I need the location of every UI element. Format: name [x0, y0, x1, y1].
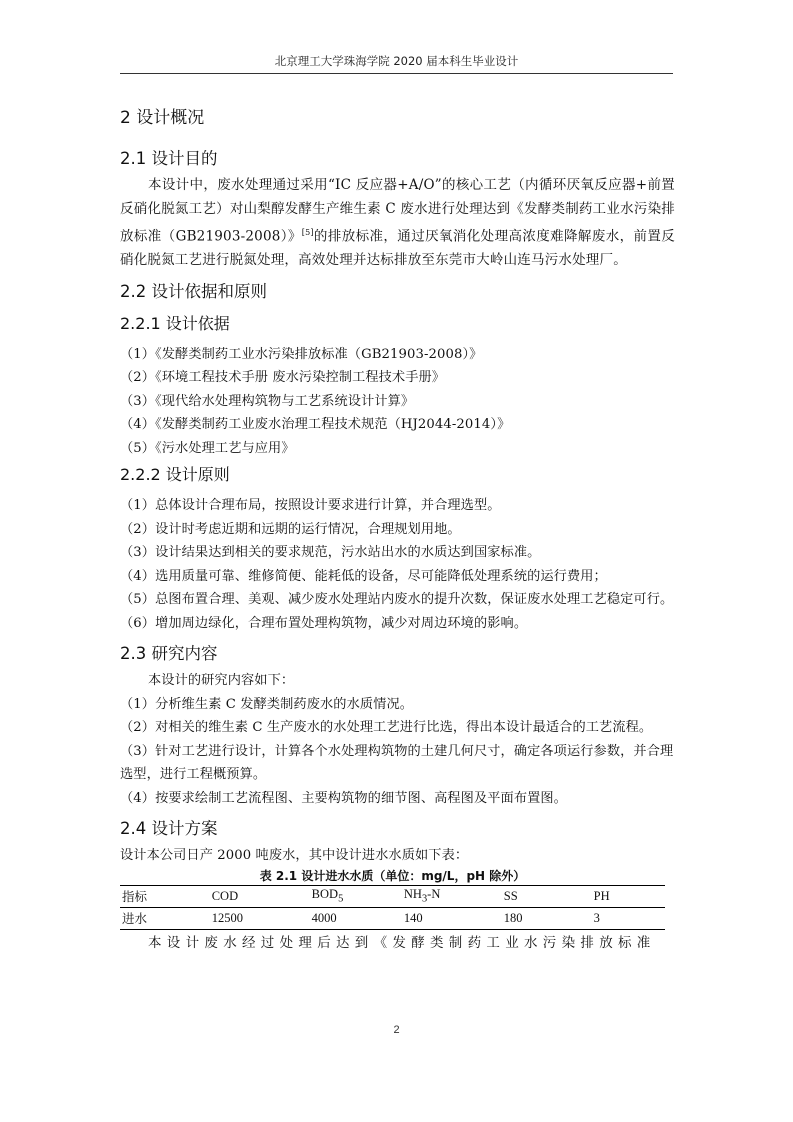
scheme-intro: 设计本公司日产 2000 吨废水，其中设计进水水质如下表： [120, 848, 469, 863]
page-content [120, 104, 675, 955]
research-item-2: （2）对相关的维生素 C 生产废水的水处理工艺进行比选，得出本设计最适合的工艺流程。 [120, 720, 653, 735]
page-header: 北京理工大学珠海学院 2020 届本科生毕业设计 [274, 54, 519, 68]
reference-marker: [5] [301, 228, 314, 237]
header-cell-nh3n [402, 885, 502, 907]
table-row [120, 907, 665, 929]
header-cell-indicator: 指标 [120, 885, 210, 907]
section-2-1-title: 2.1 设计目的 [120, 149, 218, 168]
nh-suffix: -N [427, 887, 441, 902]
cell-influent: 进水 [120, 907, 210, 929]
section-2-2-1-title: 2.2.1 设计依据 [120, 313, 230, 333]
research-item-4: （4）按要求绘制工艺流程图、主要构筑物的细节图、高程图及平面布置图。 [120, 790, 567, 806]
basis-item-1: （1）《发酵类制药工业水污染排放标准（GB21903-2008）》 [120, 346, 483, 362]
influent-quality-table [120, 885, 665, 930]
cell-ph: 3 [592, 907, 665, 929]
principle-item-2: （2）设计时考虑近期和远期的运行情况，合理规划用地。 [120, 521, 461, 537]
cell-nh3n: 140 [402, 907, 502, 929]
research-intro: 本设计的研究内容如下： [148, 673, 295, 688]
cell-cod: 12500 [210, 907, 310, 929]
research-item-3: （3）针对工艺进行设计，计算各个水处理构筑物的土建几何尺寸，确定各项运行参数，并合理选型，进行工程概预算。 [120, 743, 674, 782]
header-cell-ph: PH [592, 885, 665, 907]
basis-item-4: （4）《发酵类制药工业废水治理工程技术规范（HJ2044-2014）》 [120, 417, 511, 432]
header-cell-bod [310, 885, 402, 907]
section-2-1-paragraph [120, 174, 675, 273]
nh-subscript: 3 [421, 893, 428, 905]
section-2-title: 2 设计概况 [120, 108, 205, 128]
table-header-row [120, 885, 665, 907]
header-cell-cod: COD [210, 885, 310, 907]
principle-item-5: （5）总图布置合理、美观、减少废水处理站内废水的提升次数，保证废水处理工艺稳定可行。 [120, 592, 674, 607]
paragraph-text-b: 的排放标准，通过厌氧消化处理高浓度难降解废水，前置反硝化脱氮工艺进行脱氮处理，高效处理并达标排放至东莞市大岭山连马污水处理厂。 [120, 228, 676, 268]
basis-item-3: （3）《现代给水处理构筑物与工艺系统设计计算》 [120, 393, 415, 409]
principle-item-1: （1）总体设计合理布局，按照设计要求进行计算，并合理选型。 [120, 498, 501, 513]
nh-label: NH [403, 887, 422, 902]
section-2-3-title: 2.3 研究内容 [120, 644, 218, 663]
principle-item-4: （4）选用质量可靠、维修简便、能耗低的设备，尽可能降低处理系统的运行费用； [120, 568, 607, 584]
header-divider [120, 73, 673, 74]
section-2-4-title: 2.4 设计方案 [120, 819, 218, 838]
bod-subscript: 5 [338, 893, 344, 905]
principle-item-3: （3）设计结果达到相关的要求规范，污水站出水的水质达到国家标准。 [120, 545, 541, 560]
paragraph-text-a: 本设计中，废水处理通过采用“IC 反应器+A/O”的核心工艺（内循环厌氧反应器+前置反硝化脱氮工艺）对山梨醇发酵生产维生素 C 废水进行处理达到《发酵类制药工业水污染排放标准（GB21903-2008）》 [120, 177, 675, 245]
basis-item-2: （2）《环境工程技术手册 废水污染控制工程技术手册》 [120, 370, 446, 385]
principle-item-6: （6）增加周边绿化，合理布置处理构筑物，减少对周边环境的影响。 [120, 615, 528, 631]
header-cell-ss: SS [502, 885, 592, 907]
page-number: 2 [393, 1024, 400, 1036]
cell-bod: 4000 [310, 907, 402, 929]
closing-paragraph: 本设计废水经过处理后达到《发酵类制药工业水污染排放标准 [148, 934, 656, 951]
table-caption: 表 2.1 设计进水水质（单位：mg/L，pH 除外） [259, 868, 526, 883]
cell-ss: 180 [502, 907, 592, 929]
basis-item-5: （5）《污水处理工艺与应用》 [120, 440, 295, 456]
research-item-1: （1）分析维生素 C 发酵类制药废水的水质情况。 [120, 696, 414, 712]
section-2-2-title: 2.2 设计依据和原则 [120, 281, 267, 301]
bod-label: BOD [311, 887, 339, 902]
section-2-2-2-title: 2.2.2 设计原则 [120, 465, 230, 484]
